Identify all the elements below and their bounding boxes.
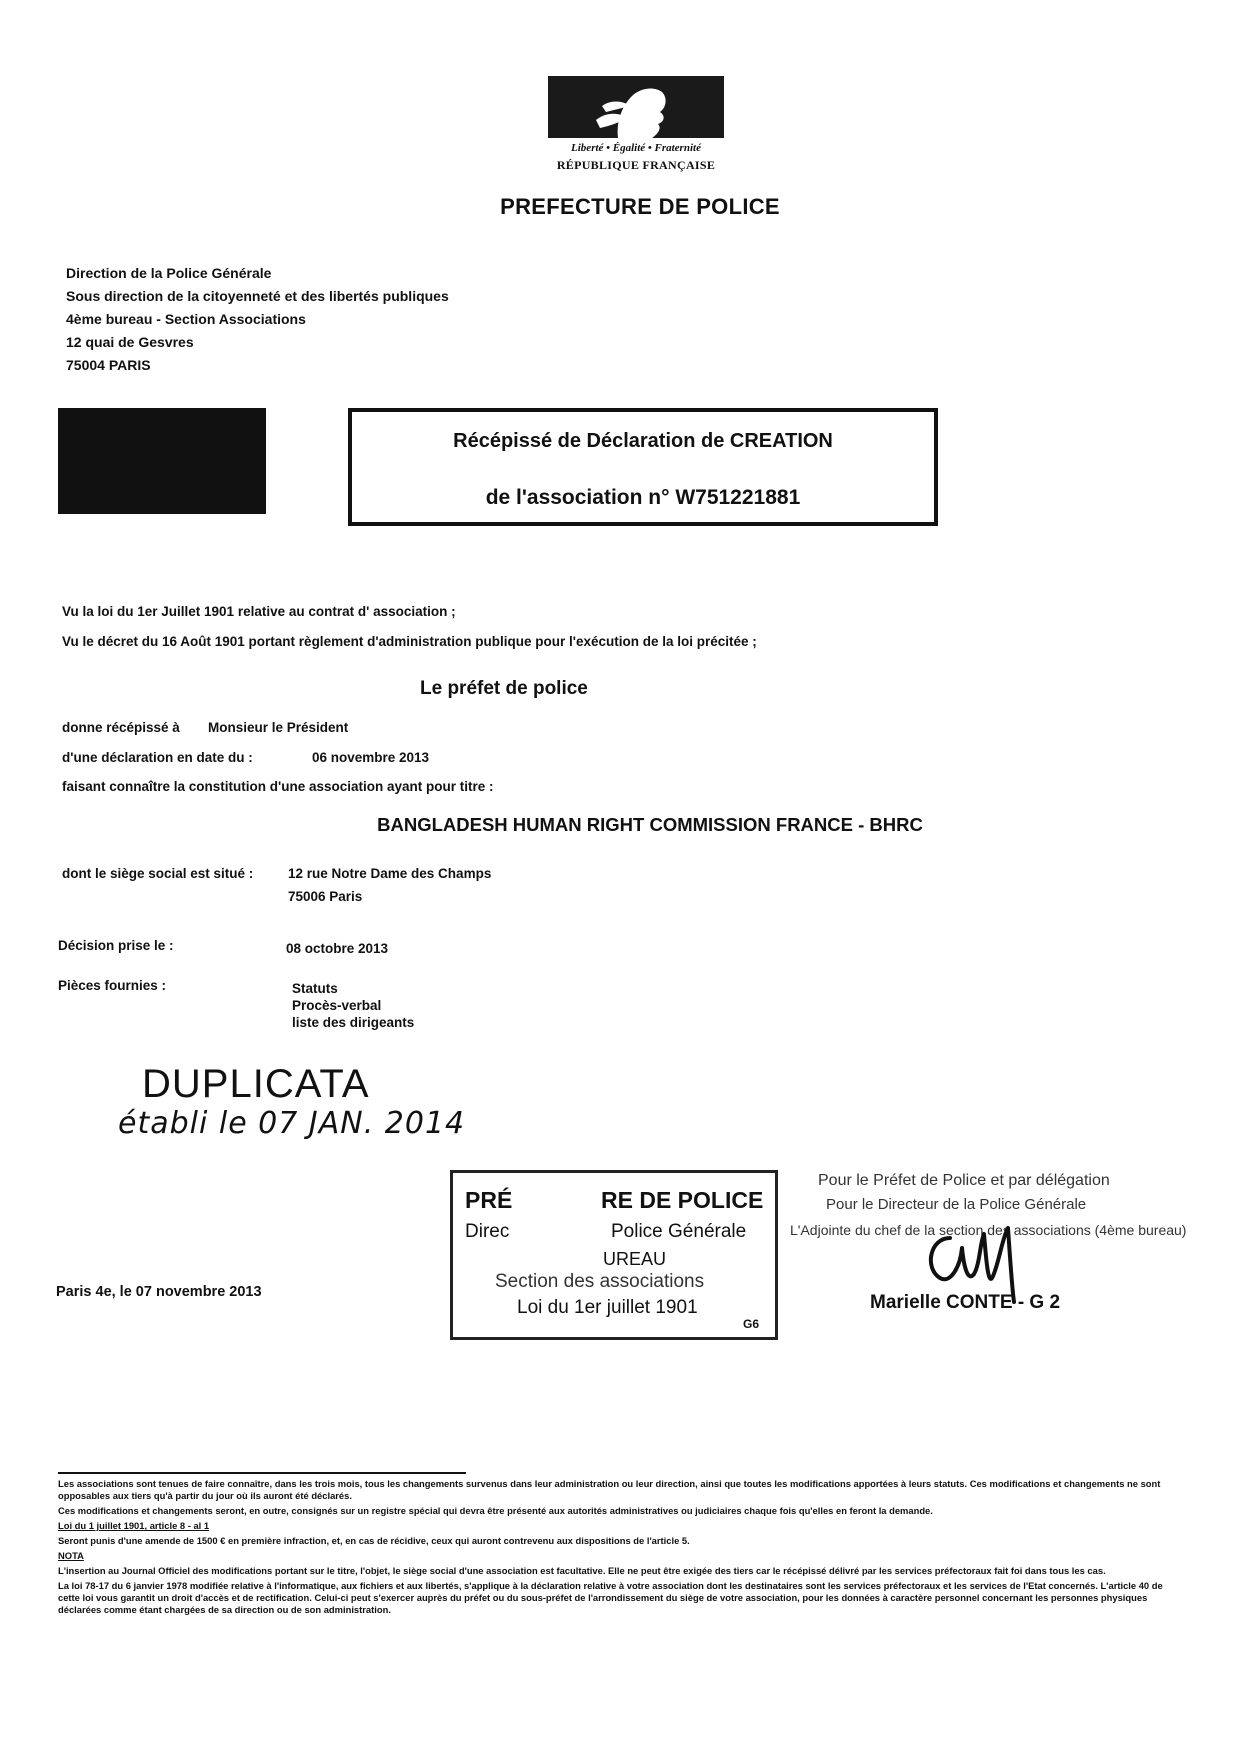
sender-address [66, 262, 449, 377]
association-number: de l'association n° W751221881 [485, 486, 801, 509]
decision-label: Décision prise le : [58, 938, 174, 953]
footnote: L'insertion au Journal Officiel des modifications portant sur le titre, l'objet, le siège social d'une association est facultative. Elle ne peut être exigée des tiers car le récépissé délivré par les services préfectoraux fait foi dans tous les cas. [58, 1565, 1106, 1576]
marianne-emblem [548, 76, 724, 138]
siege-address-line: 12 rue Notre Dame des Champs [288, 866, 492, 881]
address-line: 4ème bureau - Section Associations [66, 311, 306, 327]
logo-republic: RÉPUBLIQUE FRANÇAISE [556, 158, 716, 172]
siege-address-line: 75006 Paris [288, 889, 363, 904]
nota-label: NOTA [58, 1550, 84, 1561]
receipt-title-box [348, 408, 938, 526]
stamp-line: Loi du 1er juillet 1901 [517, 1297, 698, 1318]
signature-line: Pour le Directeur de la Police Générale [826, 1196, 1087, 1213]
siege-label: dont le siège social est situé : [62, 866, 254, 881]
prefecture-rubber-stamp [450, 1170, 778, 1340]
legal-footnotes [58, 1478, 1186, 1619]
marianne-profile-icon [588, 82, 684, 138]
preamble-vu-decret: Vu le décret du 16 Août 1901 portant règlement d'administration publique pour l'exécution de la loi précitée ; [62, 634, 757, 649]
declaration-date-label: d'une déclaration en date du : [62, 750, 253, 765]
stamp-code: G6 [743, 1317, 760, 1331]
footnote: Ces modifications et changements seront, en outre, consignés sur un registre spécial qui devra être présenté aux autorités administratives ou judiciaires chaque fois qu'elles en feront la demande. [58, 1505, 933, 1516]
republique-francaise-logo [548, 76, 724, 176]
stamp-line: PRÉ [465, 1187, 513, 1213]
stamp-line: Section des associations [495, 1271, 705, 1292]
duplicata-handwritten-date: établi le 07 JAN. 2014 [118, 1106, 466, 1141]
stamp-line: UREAU [603, 1249, 667, 1269]
receipt-title: Récépissé de Déclaration de CREATION [453, 430, 833, 452]
signatory-name: Marielle CONTE - G 2 [870, 1292, 1061, 1313]
stamp-line: RE DE POLICE [601, 1187, 764, 1213]
faisant-text: faisant connaître la constitution d'une association ayant pour titre : [62, 779, 494, 794]
place-and-date: Paris 4e, le 07 novembre 2013 [56, 1284, 262, 1300]
address-line: 75004 PARIS [66, 357, 151, 373]
pieces-list [292, 980, 414, 1031]
address-line: Direction de la Police Générale [66, 265, 272, 281]
association-name: BANGLADESH HUMAN RIGHT COMMISSION FRANCE - BHRC [377, 814, 923, 835]
signature-line: Pour le Préfet de Police et par délégation [818, 1172, 1110, 1189]
footnote: Les associations sont tenues de faire connaître, dans les trois mois, tous les changements survenus dans leur administration ou leur direction, ainsi que toutes les modifications apportées à leurs statuts. Ces modifications et changements ne sont opposables aux tiers qu'à partir du jour où ils auront été déclarés. [58, 1478, 1161, 1501]
prefet-heading: Le préfet de police [420, 678, 588, 699]
address-line: Sous direction de la citoyenneté et des libertés publiques [66, 288, 449, 304]
preamble-vu-loi: Vu la loi du 1er Juillet 1901 relative au contrat d' association ; [62, 604, 456, 619]
duplicata-stamp: DUPLICATA [142, 1062, 370, 1106]
list-item: Statuts [292, 981, 338, 996]
footnote-ref: Loi du 1 juillet 1901, article 8 - al 1 [58, 1520, 210, 1531]
logo-motto: Liberté • Égalité • Fraternité [571, 142, 701, 154]
page-title: PREFECTURE DE POLICE [500, 194, 780, 219]
declaration-date-value: 06 novembre 2013 [312, 750, 430, 765]
donne-label: donne récépissé à [62, 720, 180, 735]
stamp-line: Direc [465, 1221, 510, 1242]
stamp-line: Police Générale [611, 1221, 747, 1242]
footnote: La loi 78-17 du 6 janvier 1978 modifiée relative à l'informatique, aux fichiers et aux libertés, s'applique à la déclaration relative à votre association dont les destinataires sont les services préfectoraux et les services de l'Etat concernés. L'article 40 de cette loi vous garantit un droit d'accès et de rectification. Celui-ci peut s'exercer auprès du préfet ou du sous-préfet de l'arrondissement du siège de votre association, pour les données à caractère personnel concernant les personnes physiques déclarées comme étant chargées de sa direction ou de son administration. [58, 1580, 1163, 1615]
list-item: liste des dirigeants [292, 1015, 415, 1030]
address-line: 12 quai de Gesvres [66, 334, 194, 350]
signature-block [790, 1162, 1190, 1332]
pieces-label: Pièces fournies : [58, 978, 167, 993]
decision-value: 08 octobre 2013 [286, 941, 389, 956]
donne-value: Monsieur le Président [208, 720, 349, 735]
signature-line: L'Adjointe du chef de la section des associations (4ème bureau) [790, 1222, 1187, 1238]
redaction-block [58, 408, 266, 514]
footnote: Seront punis d'une amende de 1500 € en première infraction, et, en cas de récidive, ceux qui auront contrevenu aux dispositions de l'article 5. [58, 1535, 690, 1546]
footer-divider [58, 1472, 466, 1474]
list-item: Procès-verbal [292, 998, 382, 1013]
